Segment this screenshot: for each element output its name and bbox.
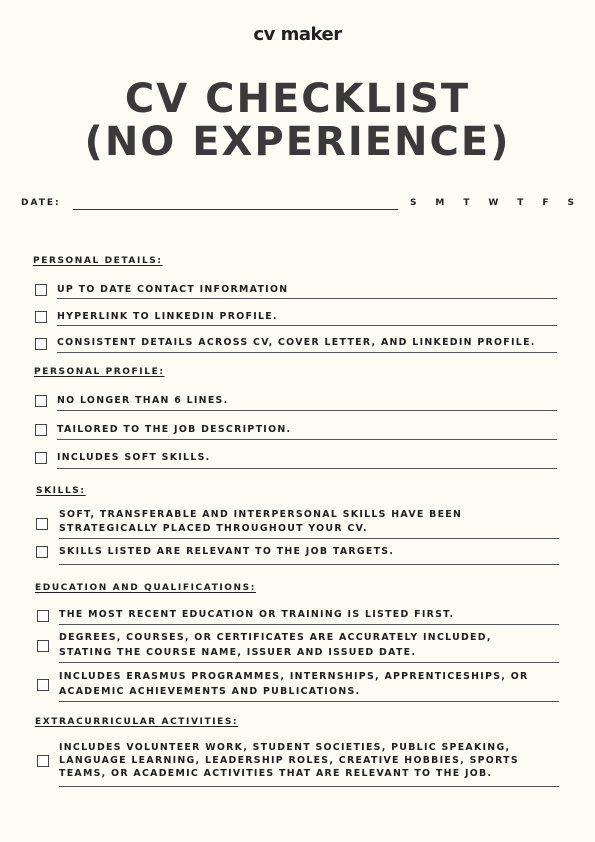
- checklist-item-text: TAILORED TO THE JOB DESCRIPTION.: [57, 424, 292, 435]
- item-rule: [59, 701, 559, 702]
- checkbox[interactable]: [35, 311, 47, 323]
- weekday-monday[interactable]: M: [435, 198, 445, 208]
- section-heading-personal-profile: PERSONAL PROFILE:: [34, 367, 165, 377]
- date-line[interactable]: [73, 209, 398, 210]
- checkbox[interactable]: [35, 452, 47, 464]
- checkbox[interactable]: [36, 518, 48, 530]
- weekday-tuesday[interactable]: T: [463, 198, 470, 208]
- checklist-item-text: INCLUDES SOFT SKILLS.: [57, 452, 211, 463]
- checklist-item-text-line-1: SOFT, TRANSFERABLE AND INTERPERSONAL SKILLS HAVE BEEN: [59, 509, 463, 520]
- weekday-wednesday[interactable]: W: [488, 198, 499, 208]
- checklist-item-text-line-1: INCLUDES ERASMUS PROGRAMMES, INTERNSHIPS, APPRENTICESHIPS, OR: [59, 671, 529, 682]
- date-label: DATE:: [21, 198, 61, 208]
- weekday-friday[interactable]: F: [542, 198, 549, 208]
- checklist-item-text-line-1: DEGREES, COURSES, OR CERTIFICATES ARE ACCURATELY INCLUDED,: [59, 632, 492, 643]
- checkbox[interactable]: [37, 679, 49, 691]
- checkbox[interactable]: [35, 338, 47, 350]
- checklist-item-text: NO LONGER THAN 6 LINES.: [57, 395, 229, 406]
- weekday-selector: [410, 198, 574, 208]
- page-title-line-2: (NO EXPERIENCE): [84, 119, 511, 165]
- checkbox[interactable]: [36, 546, 48, 558]
- checklist-item-text: THE MOST RECENT EDUCATION OR TRAINING IS LISTED FIRST.: [59, 609, 455, 620]
- item-rule: [59, 662, 559, 663]
- item-rule: [57, 352, 557, 353]
- item-rule: [59, 538, 559, 539]
- checkbox[interactable]: [37, 640, 49, 652]
- item-rule: [59, 624, 559, 625]
- section-heading-extracurricular: EXTRACURRICULAR ACTIVITIES:: [35, 717, 239, 727]
- checklist-item-text-line-2: STATING THE COURSE NAME, ISSUER AND ISSUED DATE.: [59, 647, 417, 658]
- item-rule: [57, 439, 557, 440]
- cv-maker-logo: cv maker: [253, 24, 342, 45]
- checklist-item-text-line-1: INCLUDES VOLUNTEER WORK, STUDENT SOCIETIES, PUBLIC SPEAKING,: [59, 742, 511, 753]
- checklist-item-text: HYPERLINK TO LINKEDIN PROFILE.: [57, 311, 278, 322]
- item-rule: [57, 410, 557, 411]
- item-rule: [57, 325, 557, 326]
- checkbox[interactable]: [35, 424, 47, 436]
- checkbox[interactable]: [35, 284, 47, 296]
- section-heading-education: EDUCATION AND QUALIFICATIONS:: [35, 583, 256, 593]
- checklist-item-text-line-2: STRATEGICALLY PLACED THROUGHOUT YOUR CV.: [59, 523, 368, 534]
- checkbox[interactable]: [37, 610, 49, 622]
- checklist-item-text-line-2: LANGUAGE LEARNING, LEADERSHIP ROLES, CREATIVE HOBBIES, SPORTS: [59, 755, 519, 766]
- section-heading-personal-details: PERSONAL DETAILS:: [33, 256, 163, 266]
- checklist-item-text: CONSISTENT DETAILS ACROSS CV, COVER LETTER, AND LINKEDIN PROFILE.: [57, 337, 536, 348]
- weekday-sunday[interactable]: S: [410, 198, 417, 208]
- checklist-item-text: UP TO DATE CONTACT INFORMATION: [57, 284, 289, 295]
- item-rule: [57, 468, 557, 469]
- weekday-saturday[interactable]: S: [567, 198, 574, 208]
- checklist-item-text-line-3: TEAMS, OR ACADEMIC ACTIVITIES THAT ARE RELEVANT TO THE JOB.: [59, 768, 493, 779]
- section-heading-skills: SKILLS:: [36, 486, 86, 496]
- checkbox[interactable]: [37, 755, 49, 767]
- item-rule: [57, 298, 557, 299]
- item-rule: [59, 786, 559, 787]
- item-rule: [59, 564, 559, 565]
- checklist-item-text: SKILLS LISTED ARE RELEVANT TO THE JOB TARGETS.: [59, 546, 395, 557]
- checkbox[interactable]: [35, 395, 47, 407]
- weekday-thursday[interactable]: T: [517, 198, 524, 208]
- checklist-item-text-line-2: ACADEMIC ACHIEVEMENTS AND PUBLICATIONS.: [59, 686, 361, 697]
- page-title-line-1: CV CHECKLIST: [124, 76, 471, 122]
